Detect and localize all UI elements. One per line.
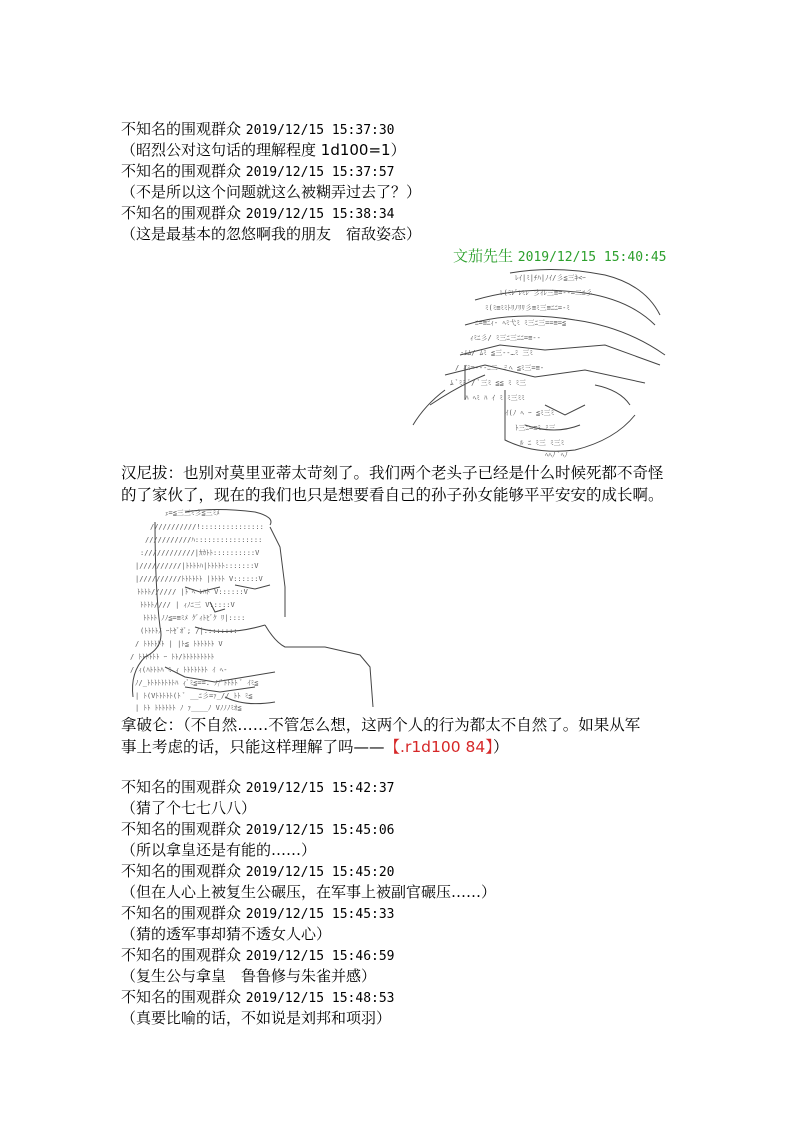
author-post-header: 文茄先生 2019/12/15 15:40:45 (453, 247, 667, 265)
comment-text: （所以拿皇还是有能的……） (121, 841, 317, 859)
comment-text: （昭烈公对这句话的理解程度 1d100=1） (121, 141, 406, 159)
ascii-art-face (405, 265, 680, 460)
comment-text: （但在人心上被复生公碾压，在军事上被副官碾压……） (121, 883, 497, 901)
comment-header: 不知名的围观群众 2019/12/15 15:37:30 (121, 120, 395, 138)
comment-text: （不是所以这个问题就这么被糊弄过去了？） (121, 183, 422, 201)
comment-header: 不知名的围观群众 2019/12/15 15:37:57 (121, 162, 395, 180)
comment-header: 不知名的围观群众 2019/12/15 15:46:59 (121, 946, 395, 964)
svg-text:ﾐ(ﾐ≡ﾐﾐﾄﾘﾉﾘﾘ彡≡ﾐ三≡ﾆﾆ=-ﾐ: ﾐ(ﾐ≡ﾐﾐﾄﾘﾉﾘﾘ彡≡ﾐ三≡ﾆﾆ=-ﾐ (485, 304, 570, 312)
svg-text:ｲ(ﾉ ﾍ ｰ ≦ﾐ三ﾐ: ｲ(ﾉ ﾍ ｰ ≦ﾐ三ﾐ (505, 409, 555, 417)
svg-text:ﾍﾍﾉ ﾞﾍﾉ: ﾍﾍﾉ ﾞﾍﾉ (545, 451, 568, 459)
svg-text:ﾄﾄﾄﾄ ﾉﾉ≦=≡ﾐﾒ ｸﾞｨﾄﾋﾞｸ ﾘ|::::: ﾄﾄﾄﾄ ﾉﾉ≦=≡ﾐﾒ ｸﾞｨﾄﾋﾞｸ ﾘ|:::: (143, 614, 246, 622)
svg-text:ﾉ/_ﾄﾄﾄﾄﾄﾄﾄﾄﾊ ｨﾞﾐ≦==. ﾉ/ﾞﾄﾄﾄ: ﾉ/_ﾄﾄﾄﾄﾄﾄﾄﾄﾊ ｨﾞﾐ≦==. ﾉ/ﾞﾄﾄﾄﾄ ﾞ ｲﾐ≦ (135, 679, 259, 687)
svg-text:///////////ﾊ::::::::::::::::: ///////////ﾊ:::::::::::::::: (145, 536, 263, 544)
comment-text: （猜的透军事却猜不透女人心） (121, 925, 332, 943)
dialogue-napoleon-line-2: 事上考虑的话，只能这样理解了吗——【.r1d100 84】） (121, 738, 509, 756)
svg-text:///////////!:::::::::::::::: ///////////!::::::::::::::: (150, 523, 264, 531)
svg-text:/ ﾄﾄﾄﾄﾄﾄ | |ﾄ≦ ﾄﾄﾄﾄﾄ: / ﾄﾄﾄﾄﾄﾄ | |ﾄ≦ ﾄﾄﾄﾄﾄﾄ V (135, 640, 223, 648)
svg-text:ﾄﾄﾄﾄ//// | ｨﾉﾆ三 V:::::V: ﾄﾄﾄﾄ//// | ｨﾉﾆ三 V:::::V (140, 601, 235, 609)
dialogue-hannibal-line-1: 汉尼拔：也别对莫里亚蒂太苛刻了。我们两个老头子已经是什么时候死都不奇怪 (121, 464, 664, 482)
comment-header: 不知名的围观群众 2019/12/15 15:48:53 (121, 988, 395, 1006)
svg-text:|//////////ﾄﾄﾄﾄﾄﾄ |ﾄﾄﾄﾄ V::::: |//////////ﾄﾄﾄﾄﾄﾄ |ﾄﾄﾄﾄ V::::::V (135, 575, 263, 583)
comment-header: 不知名的围观群众 2019/12/15 15:45:06 (121, 820, 395, 838)
svg-text:/ ｲﾐ=---ﾆ二 ミﾍ ≦ﾐ三=≡-: / ｲﾐ=---ﾆ二 ミﾍ ≦ﾐ三=≡- (455, 364, 545, 372)
ascii-art-figure (125, 507, 380, 713)
svg-text:ﾑ ﾞﾐﾐ ﾞ/ ﾞ三ﾐ ≦≦ ﾐ ﾐ三: ﾑ ﾞﾐﾐ ﾞ/ ﾞ三ﾐ ≦≦ ﾐ ﾐ三 (450, 379, 527, 387)
comment-header: 不知名的围观群众 2019/12/15 15:45:33 (121, 904, 395, 922)
dice-roll: 【.r1d100 84】 (384, 738, 494, 756)
svg-text:ﾄﾄﾄﾄ////// |ﾄﾞﾍ ﾚﾊﾄ V::::::V: ﾄﾄﾄﾄ////// |ﾄﾞﾍ ﾚﾊﾄ V::::::V (137, 588, 248, 596)
svg-text:/ ｨ(ﾊﾄﾄﾄﾊ ﾐ ｨ ﾄﾄﾄﾄﾄﾄﾄ ｲ: / ｨ(ﾊﾄﾄﾄﾊ ﾐ ｨ ﾄﾄﾄﾄﾄﾄﾄ ｲ ﾍ- (130, 666, 228, 674)
svg-text:|//////////|ﾄﾄﾄﾄﾊ|ﾄﾄﾄﾄﾄ:::::::: |//////////|ﾄﾄﾄﾄﾊ|ﾄﾄﾄﾄﾄ:::::::V (135, 562, 259, 570)
svg-text:ﾙ ﾆ ﾐ三 ﾐ三ﾐ: ﾙ ﾆ ﾐ三 ﾐ三ﾐ (520, 439, 565, 447)
dialogue-hannibal-line-2: 的了家伙了，现在的我们也只是想要看自己的孙子孙女能够平平安安的成长啊。 (121, 486, 664, 504)
comment-text: （真要比喻的话，不如说是刘邦和项羽） (121, 1009, 392, 1027)
comment-header: 不知名的围观群众 2019/12/15 15:45:20 (121, 862, 395, 880)
comment-text: （复生公与拿皇 鲁鲁修与朱雀并感） (121, 967, 377, 985)
svg-text:ﾚ(ﾐﾚﾞﾚﾐﾚ 彡ｲﾚ三≡=--=二ﾆ彡: ﾚ(ﾐﾚﾞﾚﾐﾚ 彡ｲﾚ三≡=--=二ﾆ彡 (500, 289, 593, 297)
svg-text:ﾄ三ﾆ=≡ﾐ ﾐ三: ﾄ三ﾆ=≡ﾐ ﾐ三 (515, 424, 556, 432)
comment-text: （猜了个七七八八） (121, 799, 257, 817)
comment-header: 不知名的围观群众 2019/12/15 15:38:34 (121, 204, 395, 222)
svg-text:ﾊ ﾍﾐ ﾊ ｲ ﾐ ﾐ三ﾐﾐ: ﾊ ﾍﾐ ﾊ ｲ ﾐ ﾐ三ﾐﾐ (465, 394, 525, 402)
comment-header: 不知名的围观群众 2019/12/15 15:42:37 (121, 778, 395, 796)
svg-text:(ﾄﾄﾄﾄﾉ ｰﾄｾﾞｵﾞ; /|::::::::: (ﾄﾄﾄﾄﾉ ｰﾄｾﾞｵﾞ; /|:::::::: (140, 627, 238, 635)
dialogue-napoleon-line-1: 拿破仑：（不自然……不管怎么想，这两个人的行为都太不自然了。如果从军 (121, 716, 641, 734)
svg-text:ﾚｲ|ﾐ|ﾁﾊ|ﾉｲ/彡≦三ｷ<ｰ: ﾚｲ|ﾐ|ﾁﾊ|ﾉｲ/彡≦三ｷ<ｰ (515, 274, 586, 282)
svg-text:ｪ=≦三三ﾐ彡≦三ﾐﾒ: ｪ=≦三三ﾐ彡≦三ﾐﾒ (165, 509, 220, 517)
comment-text: （这是最基本的忽悠啊我的朋友 宿敌姿态） (121, 225, 422, 243)
svg-text:| ﾄﾄ ﾄﾄﾄﾄﾄﾄ ﾉ ｧ____ﾉ Vﾉﾉﾉﾐｵ≦: | ﾄﾄ ﾄﾄﾄﾄﾄﾄ ﾉ ｧ____ﾉ Vﾉﾉﾉﾐｵ≦ (135, 704, 242, 712)
svg-text:| ﾄ(Vﾄﾄﾄﾄﾄ(ﾄ ﾞ __ﾆ彡=ｧ_// ﾄﾄ ﾐ: | ﾄ(Vﾄﾄﾄﾄﾄ(ﾄ ﾞ __ﾆ彡=ｧ_// ﾄﾄ ﾐ≦ (135, 692, 253, 700)
svg-text:/ ﾄﾄﾄﾄﾄﾄ ｰ ﾄﾄ/ﾄﾄﾄﾄ: / ﾄﾄﾄﾄﾄﾄ ｰ ﾄﾄ/ﾄﾄﾄﾄﾄﾄﾄﾄﾄ (130, 653, 215, 661)
svg-text:ｨﾐﾆ彡/ ﾐ三ﾆ三ﾆﾆ=≡--: ｨﾐﾆ彡/ ﾐ三ﾆ三ﾆﾆ=≡-- (470, 334, 541, 342)
svg-text::////////////|ｶｶﾄﾄ::::::::::V: :////////////|ｶｶﾄﾄ::::::::::V (140, 549, 260, 557)
svg-text:-ﾑﾑ/ ﾑﾐ ≦三--…ﾐ 三ﾐ: -ﾑﾑ/ ﾑﾐ ≦三--…ﾐ 三ﾐ (460, 349, 533, 357)
svg-text:ﾆ=≡ﾆｨ- ﾍﾐ弋ﾐ ﾐ三ﾆ三==≡=≦: ﾆ=≡ﾆｨ- ﾍﾐ弋ﾐ ﾐ三ﾆ三==≡=≦ (475, 319, 567, 327)
